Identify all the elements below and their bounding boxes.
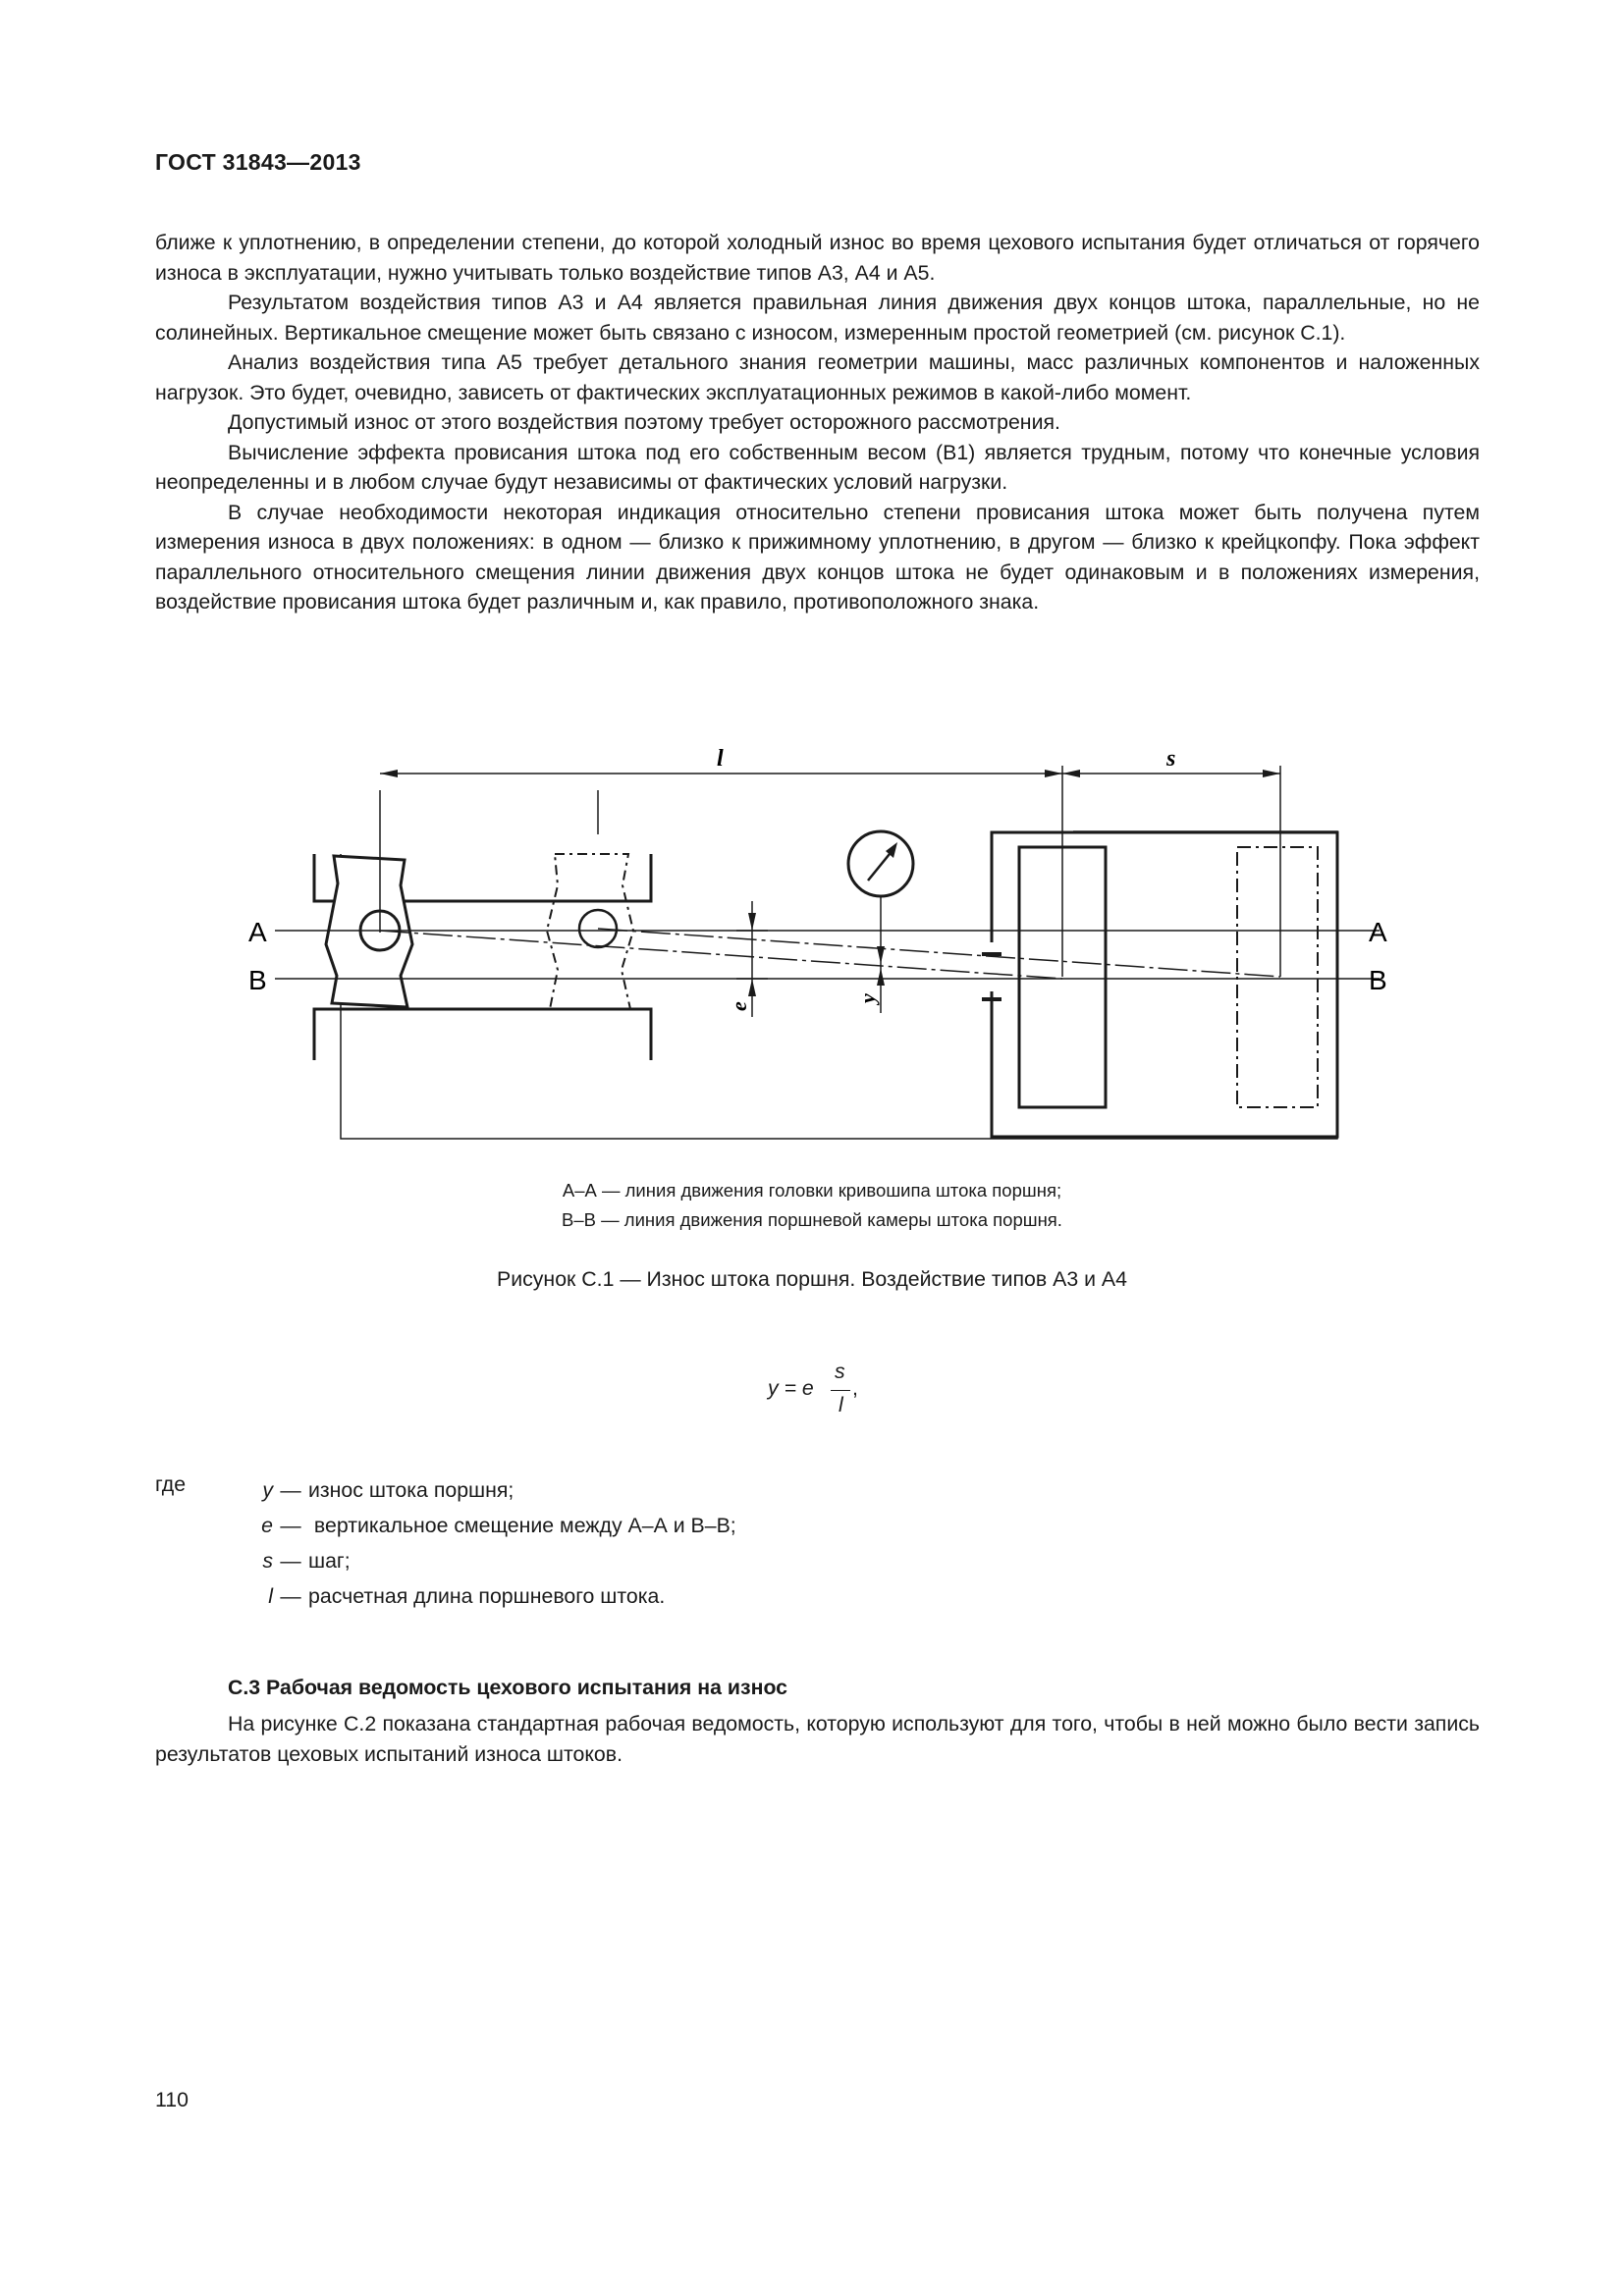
- formula-numerator: s: [835, 1360, 845, 1383]
- section-title: С.3 Рабочая ведомость цехового испытания на износ: [228, 1676, 788, 1699]
- body-text: [155, 228, 1480, 617]
- figure-note-a: А–А — линия движения головки кривошипа штока поршня;: [562, 1180, 1062, 1201]
- figure-caption: Рисунок С.1 — Износ штока поршня. Воздействие типов А3 и А4: [497, 1267, 1127, 1291]
- piston-dashed: [1237, 847, 1318, 1107]
- formula-denominator: l: [839, 1393, 843, 1416]
- label-b-right: B: [1369, 965, 1387, 995]
- legend-item: [236, 1578, 736, 1614]
- label-b-left: B: [248, 965, 267, 995]
- where-label: где: [155, 1472, 187, 1496]
- figure-c1: [226, 736, 1404, 1148]
- piston-rod-diagram: [226, 736, 1404, 1148]
- legend-text: износ штока поршня;: [308, 1478, 514, 1502]
- paragraph: Результатом воздействия типов А3 и А4 является правильная линия движения двух концов штока, параллельные, но не солинейных. Вертикальное смещение может быть связано с износом, измеренным простой геометрией (см. рисунок С.1).: [155, 291, 1480, 345]
- document-header: ГОСТ 31843—2013: [155, 149, 361, 175]
- legend-dash: —: [280, 1584, 301, 1608]
- page-number: 110: [155, 2088, 189, 2111]
- legend-item: [236, 1472, 736, 1508]
- lower-guide-bracket: [314, 1009, 651, 1060]
- legend-text: расчетная длина поршневого штока.: [308, 1584, 666, 1608]
- legend-symbol: e: [261, 1514, 273, 1537]
- legend-text: вертикальное смещение между А–А и В–В;: [308, 1514, 736, 1537]
- housing-gap: [990, 942, 998, 991]
- section-text: [155, 1709, 1480, 1769]
- legend-symbol: s: [262, 1549, 273, 1573]
- paragraph: Анализ воздействия типа А5 требует детального знания геометрии машины, масс различных компонентов и наложенных нагрузок. Это будет, очевидно, зависеть от фактических эксплуатационных режимов в какой-либо момент.: [155, 350, 1480, 404]
- label-y: y: [855, 993, 880, 1003]
- legend-symbol: y: [262, 1478, 273, 1502]
- formula-lhs: y = e: [768, 1376, 814, 1400]
- paragraph: Допустимый износ от этого воздействия поэтому требует осторожного рассмотрения.: [228, 410, 1060, 434]
- legend-text: шаг;: [308, 1549, 351, 1573]
- cylinder-housing: [992, 832, 1337, 1137]
- legend-item: [236, 1508, 736, 1543]
- l-dimension-line-ext: [341, 831, 1337, 1139]
- formula-legend: [236, 1472, 736, 1614]
- label-s: s: [1166, 746, 1176, 772]
- legend-item: [236, 1543, 736, 1578]
- paragraph: ближе к уплотнению, в определении степени, до которой холодный износ во время цехового испытания будет отличаться от горячего износа в эксплуатации, нужно учитывать только воздействие типов А3, А4 и А5.: [155, 231, 1480, 285]
- formula: [768, 1360, 886, 1428]
- paragraph: Вычисление эффекта провисания штока под его собственным весом (В1) является трудным, потому что конечные условия неопределенны и в любом случае будут независимы от фактических условий нагрузки.: [155, 440, 1480, 494]
- legend-dash: —: [280, 1514, 301, 1537]
- label-l: l: [717, 746, 724, 772]
- label-a-left: A: [248, 917, 267, 947]
- label-a-right: A: [1369, 917, 1387, 947]
- formula-comma: ,: [852, 1376, 858, 1400]
- paragraph: В случае необходимости некоторая индикация относительно степени провисания штока может быть получена путем измерения износа в двух положениях: в одном — близко к прижимному уплотнению, в другом — близко к крейцкопфу. Пока эффект параллельного относительного смещения линии движения двух концов штока не будет одинаковым и в положениях измерения, воздействие провисания штока будет различным и, как правило, противоположного знака.: [155, 500, 1480, 614]
- legend-symbol: l: [268, 1584, 273, 1608]
- label-e: e: [727, 1001, 751, 1011]
- formula-fraction-bar: [831, 1390, 850, 1391]
- legend-dash: —: [280, 1549, 301, 1573]
- figure-note-b: В–В — линия движения поршневой камеры штока поршня.: [562, 1209, 1062, 1230]
- legend-dash: —: [280, 1478, 301, 1502]
- figure-notes: [0, 1176, 1624, 1235]
- paragraph: На рисунке С.2 показана стандартная рабочая ведомость, которую используют для того, чтобы в ней можно было вести запись результатов цеховых испытаний износа штоков.: [155, 1712, 1480, 1766]
